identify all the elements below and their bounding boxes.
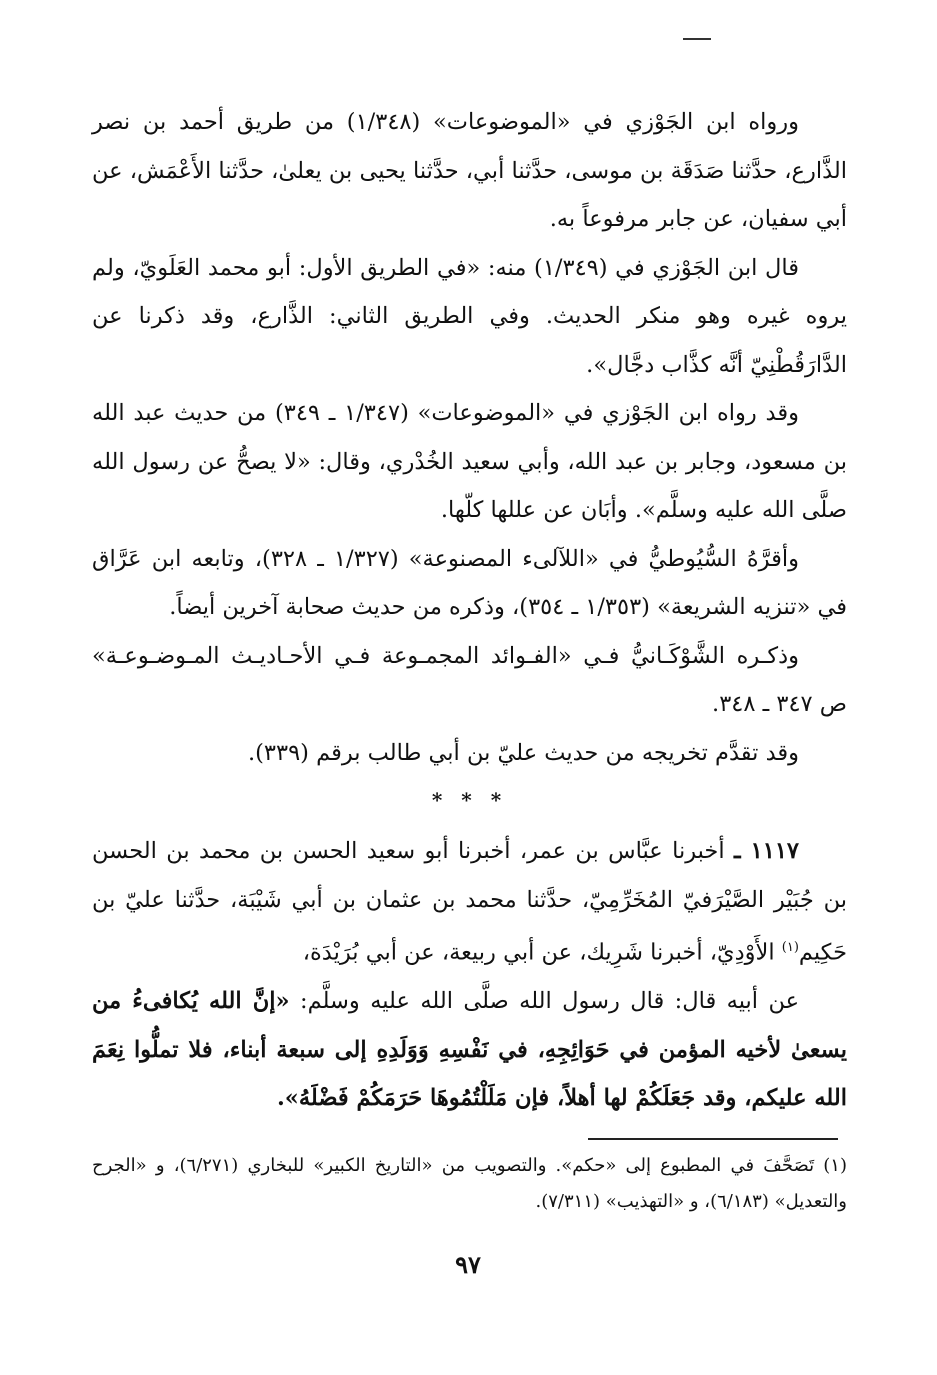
footnotes [92,1148,847,1220]
header-mark [683,38,711,40]
hadith-quote: «إنَّ الله يُكافىءُ من يسعىٰ لأخيه المؤمن في حَوَائِجِهِ، في نَفْسِهِ وَوَلَدِهِ إلى سبعة أبناء، فلا تملُّوا نِعَمَ الله عليكم، وقد جَعَلَكُمْ لها أهلاً، فإن مَلَلْتُمُوهَا حَرَمَكُمْ فَضْلَهُ». [92,988,847,1111]
page-number: ٩٧ [455,1250,481,1279]
hadith-chain-part1: أخبرنا عبَّاس بن عمر، أخبرنا أبو سعيد الحسن بن محمد بن الحسن بن جُبَيْر الصَّيْرَفيّ المُخَرِّمِيّ، حدَّثنا محمد بن عثمان بن أبي شَيْبَة، حدَّثنا عليّ بن حَكِيم [92,838,847,966]
paragraph-suyuti: وأقرَّهُ السُّيُوطيُّ في «اللآلىء المصنوعة» (١/٣٢٧ ـ ٣٢٨)، وتابعه ابن عَرَّاق في «تنزيه الشريعة» (١/٣٥٣ ـ ٣٥٤)، وذكره من حديث صحابة آخرين أيضاً. [92,545,847,620]
main-text [92,98,847,1123]
hadith-text [92,977,847,1123]
footnote-divider [588,1138,838,1140]
paragraph-shawkani: وذكـره الشَّوْكَـانيُّ فـي «الفـوائد المجمـوعة فـي الأحـاديـث المـوضـوعـة» ص ٣٤٧ ـ ٣٤٨. [92,642,847,717]
footnote-reference[interactable]: (١) [781,940,799,955]
paragraph-other-narrations: وقد رواه ابن الجَوْزي في «الموضوعات» (١/٣٤٧ ـ ٣٤٩) من حديث عبد الله بن مسعود، وجابر بن عبد الله، وأبي سعيد الخُدْري، وقال: «لا يصحُّ عن رسول الله صلَّى الله عليه وسلَّم». وأبَان عن عللها كلّها. [92,400,847,523]
hadith-chain-part2: الأَوْدِيّ، أخبرنا شَرِيك، عن أبي ربيعة، عن أبي بُرَيْدَة، [302,939,775,966]
hadith-lead-in: عن أبيه قال: قال رسول الله صلَّى الله عليه وسلَّم: [300,988,800,1014]
hadith-number: ١١١٧ ـ [734,838,800,864]
paragraph-ibn-jawzi-comment: قال ابن الجَوْزي في (١/٣٤٩) منه: «في الطريق الأول: أبو محمد العَلَويّ، ولم يروه غيره وهو منكر الحديث. وفي الطريق الثاني: الذَّارع، وقد ذكرنا عن الدَّارَقُطْنِيّ أنَّه كذَّاب دجَّال». [92,254,847,378]
paragraph-cross-reference: وقد تقدَّم تخريجه من حديث عليّ بن أبي طالب برقم (٣٣٩). [247,739,799,766]
hadith-chain [92,827,847,977]
paragraph-ibn-jawzi-narration: ورواه ابن الجَوْزي في «الموضوعات» (١/٣٤٨) من طريق أحمد بن نصر الذَّارع، حدَّثنا صَدَقَة بن موسى، حدَّثنا أبي، حدَّثنا يحيى بن يعلىٰ، حدَّثنا الأَعْمَش، عن أبي سفيان، عن جابر مرفوعاً به. [92,109,847,232]
section-separator: * * * [431,788,508,812]
footnote-1: (١) تَصَحَّفَ في المطبوع إلى «حكم». والتصويب من «التاريخ الكبير» للبخاري (٦/٢٧١)، و «الجرح والتعديل» (٦/١٨٣)، و «التهذيب» (٧/٣١١). [92,1155,847,1212]
